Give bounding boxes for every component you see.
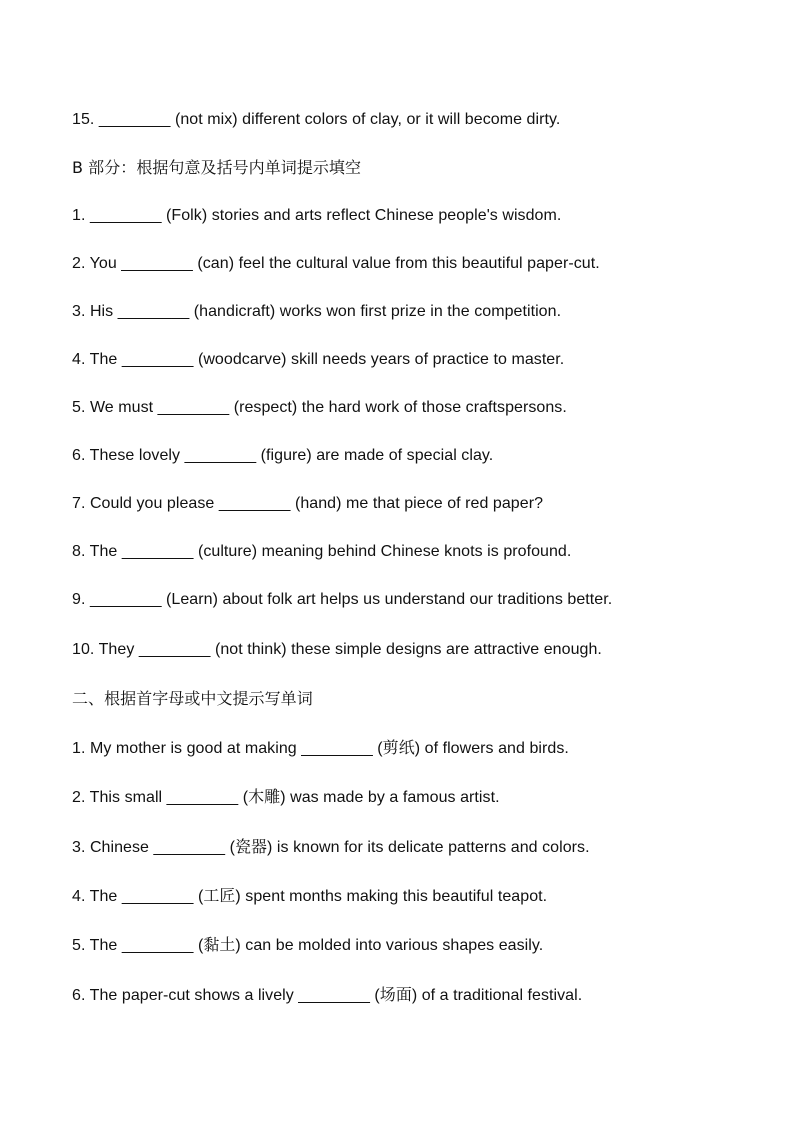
section-2-item-5: 5. The ________ (黏土) can be molded into various shapes easily.: [72, 937, 544, 954]
section-2-item-2: 2. This small ________ (木雕) was made by a famous artist.: [72, 789, 500, 806]
part-b-heading: B 部分：根据句意及括号内单词提示填空: [72, 158, 362, 177]
part-b-item-4: 4. The ________ (woodcarve) skill needs years of practice to master.: [72, 351, 565, 368]
section-2-item-4: 4. The ________ (工匠) spent months making this beautiful teapot.: [72, 888, 548, 905]
section-2-heading: 二、根据首字母或中文提示写单词: [72, 689, 313, 708]
part-b-item-7: 7. Could you please ________ (hand) me that piece of red paper?: [72, 495, 544, 512]
section-2-item-3: 3. Chinese ________ (瓷器) is known for its delicate patterns and colors.: [72, 839, 590, 856]
part-b-item-8: 8. The ________ (culture) meaning behind Chinese knots is profound.: [72, 543, 572, 560]
part-b-item-6: 6. These lovely ________ (figure) are made of special clay.: [72, 447, 494, 464]
part-b-item-1: 1. ________ (Folk) stories and arts reflect Chinese people's wisdom.: [72, 207, 562, 224]
exercise-item-a15: 15. ________ (not mix) different colors of clay, or it will become dirty.: [72, 111, 561, 128]
part-b-item-10: 10. They ________ (not think) these simple designs are attractive enough.: [72, 641, 602, 658]
part-b-item-2: 2. You ________ (can) feel the cultural value from this beautiful paper-cut.: [72, 255, 600, 272]
part-b-item-5: 5. We must ________ (respect) the hard work of those craftspersons.: [72, 399, 567, 416]
part-b-item-3: 3. His ________ (handicraft) works won first prize in the competition.: [72, 303, 562, 320]
part-b-item-9: 9. ________ (Learn) about folk art helps us understand our traditions better.: [72, 591, 613, 608]
section-2-item-6: 6. The paper-cut shows a lively ________ (场面) of a traditional festival.: [72, 987, 583, 1004]
section-2-item-1: 1. My mother is good at making ________ (剪纸) of flowers and birds.: [72, 740, 569, 757]
